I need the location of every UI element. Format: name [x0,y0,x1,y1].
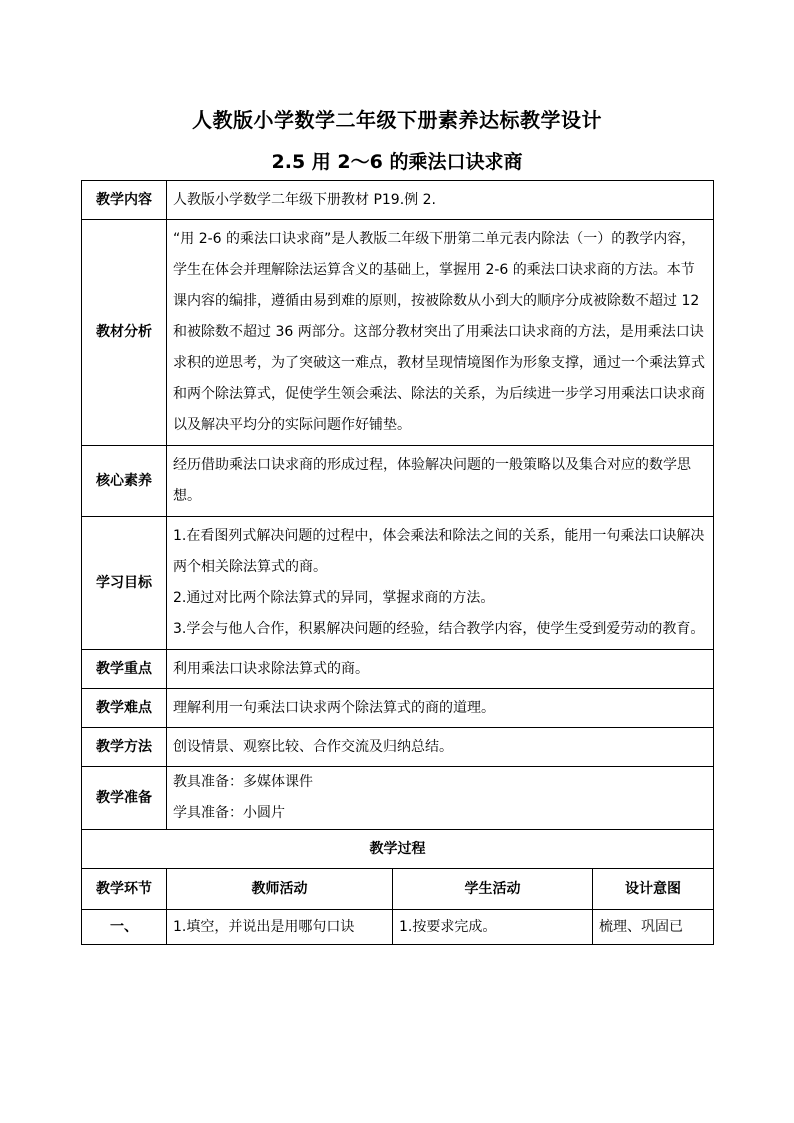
method-text: 创设情景、观察比较、合作交流及归纳总结。 [167,728,714,767]
preparation-lines [167,767,714,830]
lesson-title: 2.5 用 2～6 的乘法口诀求商 [271,151,523,173]
row-process-heading [82,830,714,869]
row-preparation [82,767,714,830]
process-student-cell: 1.按要求完成。 [393,910,593,945]
learning-goal-item: 1.在看图列式解决问题的过程中，体会乘法和除法之间的关系，能用一句乘法口诀解决两个相关除法算式的商。 [173,528,705,575]
table-row [82,910,714,945]
preparation-line: 教具准备：多媒体课件 [173,774,313,790]
column-header-student: 学生活动 [393,869,593,910]
row-process-columns [82,869,714,910]
teaching-content-text: 人教版小学数学二年级下册教材 P19.例 2. [167,181,714,220]
label-key-point: 教学重点 [82,650,167,689]
label-preparation: 教学准备 [82,767,167,830]
document-title: 人教版小学数学二年级下册素养达标教学设计 [192,108,602,132]
material-analysis-text: “用 2-6 的乘法口诀求商”是人教版二年级下册第二单元表内除法（一）的教学内容，学生在体会并理解除法运算含义的基础上，掌握用 2-6 的乘法口诀求商的方法。本节课内容的编排，遵循由易到难的原则，按被除数从小到大的顺序分成被除数不超过 12 和被除数不超过 36 两部分。这部分教材突出了用乘法口诀求商的方法，是用乘法口诀求积的逆思考，为了突破这一难点，教材呈现情境图作为形象支撑，通过一个乘法算式和两个除法算式，促使学生领会乘法、除法的关系，为后续进一步学习用乘法口诀求商以及解决平均分的实际问题作好铺垫。 [167,220,714,446]
row-key-point [82,650,714,689]
key-point-text: 利用乘法口诀求除法算式的商。 [167,650,714,689]
preparation-line: 学具准备：小圆片 [173,805,285,821]
row-method [82,728,714,767]
row-learning-goals [82,517,714,650]
column-header-intent: 设计意图 [593,869,714,910]
learning-goal-item: 3.学会与他人合作，积累解决问题的经验，结合教学内容，使学生受到爱劳动的教育。 [173,621,705,637]
label-core-literacy: 核心素养 [82,446,167,517]
difficulty-text: 理解利用一句乘法口诀求两个除法算式的商的道理。 [167,689,714,728]
learning-goals-list [167,517,714,650]
label-material-analysis: 教材分析 [82,220,167,446]
label-teaching-content: 教学内容 [82,181,167,220]
row-teaching-content [82,181,714,220]
process-heading: 教学过程 [82,830,714,869]
process-teacher-cell: 1.填空，并说出是用哪句口诀 [167,910,393,945]
column-header-teacher: 教师活动 [167,869,393,910]
row-material-analysis [82,220,714,446]
label-learning-goals: 学习目标 [82,517,167,650]
row-core-literacy [82,446,714,517]
label-difficulty: 教学难点 [82,689,167,728]
learning-goal-item: 2.通过对比两个除法算式的异同，掌握求商的方法。 [173,590,495,606]
lesson-plan-table [81,180,714,945]
process-stage-cell: 一、 [82,910,167,945]
column-header-stage: 教学环节 [82,869,167,910]
label-method: 教学方法 [82,728,167,767]
row-difficulty [82,689,714,728]
process-intent-cell: 梳理、巩固已 [593,910,714,945]
core-literacy-text: 经历借助乘法口诀求商的形成过程，体验解决问题的一般策略以及集合对应的数学思想。 [167,446,714,517]
